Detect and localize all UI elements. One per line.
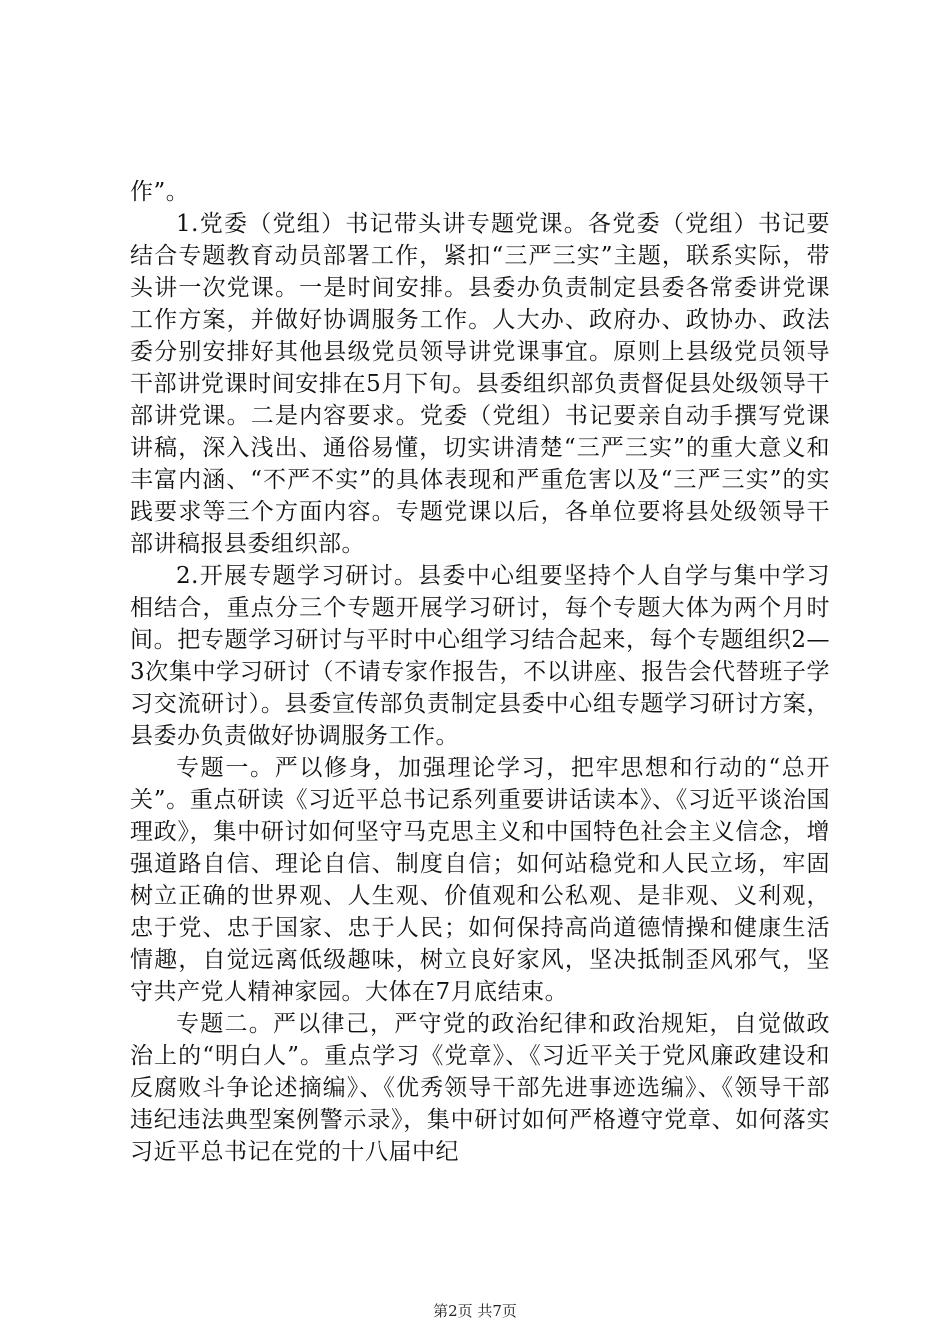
- paragraph-party-lecture: 1.党委（党组）书记带头讲专题党课。各党委（党组）书记要结合专题教育动员部署工作，紧扣“三严三实”主题，联系实际，带头讲一次党课。一是时间安排。县委办负责制定县委各常委讲党课工作方案，并做好协调服务工作。人大办、政府办、政协办、政法委分别安排好其他县级党员领导讲党课事宜。原则上县级党员领导干部讲党课时间安排在5月下旬。县委组织部负责督促县处级领导干部讲党课。二是内容要求。党委（党组）书记要亲自动手撰写党课讲稿，深入浅出、通俗易懂，切实讲清楚“三严三实”的重大意义和丰富内涵、“不严不实”的具体表现和严重危害以及“三严三实”的实践要求等三个方面内容。专题党课以后，各单位要将县处级领导干部讲稿报县委组织部。: [130, 211, 830, 557]
- document-body: [130, 176, 830, 1168]
- page-footer: 第2页 共7页: [433, 1302, 517, 1320]
- paragraph-continuation: 作”。: [130, 179, 190, 205]
- paragraph-topic-one: 专题一。严以修身，加强理论学习，把牢思想和行动的“总开关”。重点研读《习近平总书记系列重要讲话读本》、《习近平谈治国理政》，集中研讨如何坚守马克思主义和中国特色社会主义信念，增强道路自信、理论自信、制度自信；如何站稳党和人民立场，牢固树立正确的世界观、人生观、价值观和公私观、是非观、义利观，忠于党、忠于国家、忠于人民；如何保持高尚道德情操和健康生活情趣，自觉远离低级趣味，树立良好家风，坚决抵制歪风邪气，坚守共产党人精神家园。大体在7月底结束。: [130, 755, 830, 1005]
- paragraph-topic-two: 专题二。严以律己，严守党的政治纪律和政治规矩，自觉做政治上的“明白人”。重点学习《党章》、《习近平关于党风廉政建设和反腐败斗争论述摘编》、《优秀领导干部先进事迹选编》、《领导干部违纪违法典型案例警示录》，集中研讨如何严格遵守党章、如何落实习近平总书记在党的十八届中纪: [130, 1011, 830, 1165]
- paragraph-study-seminar: 2.开展专题学习研讨。县委中心组要坚持个人自学与集中学习相结合，重点分三个专题开展学习研讨，每个专题大体为两个月时间。把专题学习研讨与平时中心组学习结合起来，每个专题组织2—3次集中学习研讨（不请专家作报告，不以讲座、报告会代替班子学习交流研讨）。县委宣传部负责制定县委中心组专题学习研讨方案，县委办负责做好协调服务工作。: [130, 563, 830, 749]
